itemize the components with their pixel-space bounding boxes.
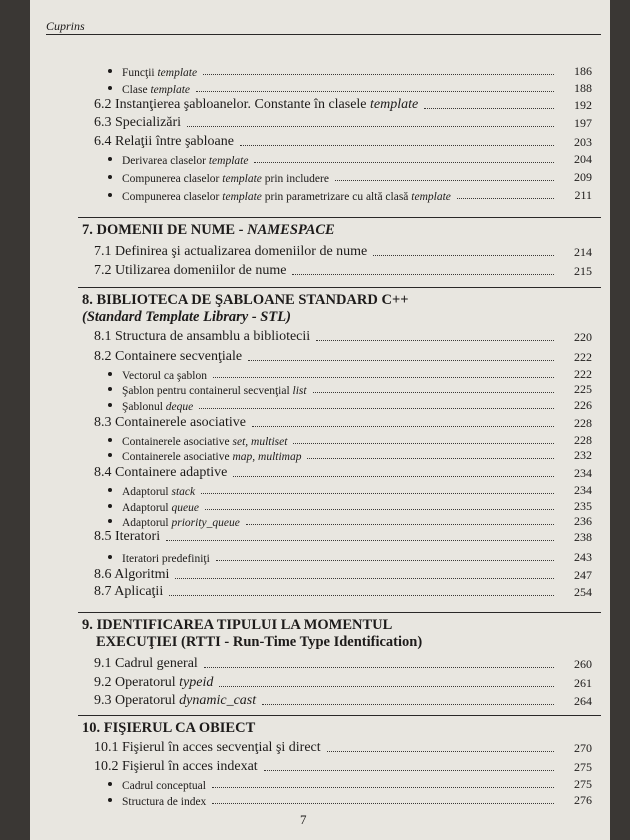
toc-entry-title <box>94 97 418 113</box>
toc-page-number: 232 <box>574 448 592 462</box>
dot-leader <box>219 685 554 687</box>
toc-page-number: 222 <box>574 367 592 381</box>
toc-entry <box>0 512 630 529</box>
toc-entry-label: Containerele asociative <box>122 436 233 448</box>
toc-entry-title <box>108 173 329 185</box>
toc-page-number: 228 <box>574 433 592 447</box>
toc-entry <box>0 96 630 113</box>
dot-leader <box>424 107 554 109</box>
toc-entry-title <box>94 263 286 279</box>
toc-entry-title <box>94 656 198 672</box>
toc-entry-label: 8.7 Aplicaţii <box>94 584 164 599</box>
dot-leader <box>252 425 554 427</box>
toc-page-number: 238 <box>574 530 592 544</box>
toc-page-number: 209 <box>574 170 592 184</box>
chapter-10-title: 10. FIŞIERUL CA OBIECT <box>82 720 256 736</box>
chapter-9-title-line1: 9. IDENTIFICAREA TIPULUI LA MOMENTUL <box>82 617 393 633</box>
toc-entry-title <box>108 155 248 167</box>
toc-entry <box>0 348 630 365</box>
toc-entry-title <box>108 796 206 808</box>
toc-entry-title <box>108 451 301 463</box>
toc-page-number: 236 <box>574 514 592 528</box>
dot-leader <box>204 666 554 668</box>
toc-entry-label: 8.6 Algoritmi <box>94 567 170 582</box>
dot-leader <box>212 802 554 804</box>
bullet-icon <box>108 504 112 508</box>
dot-leader <box>175 577 554 579</box>
chapter-7-title: 7. DOMENII DE NUME - NAMESPACE <box>82 222 335 238</box>
toc-entry-emphasis: template <box>222 191 262 203</box>
toc-entry <box>0 446 630 463</box>
dot-leader <box>335 179 554 181</box>
toc-entry-label: 6.3 Specializări <box>94 115 182 130</box>
dot-leader <box>213 376 554 378</box>
dot-leader <box>166 539 554 541</box>
toc-entry-label: 9.1 Cadrul general <box>94 656 198 671</box>
toc-entry-label: Funcţii <box>122 67 158 79</box>
toc-page-number: 247 <box>574 568 592 582</box>
toc-entry-title <box>108 84 190 96</box>
toc-entry <box>0 583 630 600</box>
toc-entry-label: 6.4 Relaţii între şabloane <box>94 134 234 149</box>
dot-leader <box>327 750 554 752</box>
toc-entry <box>0 114 630 131</box>
toc-entry-title <box>108 553 210 565</box>
toc-entry-title <box>94 415 246 431</box>
toc-page-number: 243 <box>574 550 592 564</box>
toc-page-number: 226 <box>574 398 592 412</box>
toc-entry <box>0 758 630 775</box>
chapter-9-title-line2: EXECUŢIEI (RTTI - Run-Time Type Identification) <box>96 634 423 650</box>
toc-entry <box>0 566 630 583</box>
toc-entry <box>0 150 630 167</box>
toc-page-number: 234 <box>574 466 592 480</box>
toc-entry-title <box>94 584 163 600</box>
toc-entry-title <box>94 349 242 365</box>
toc-entry-title <box>108 67 197 79</box>
toc-entry-emphasis: template <box>370 97 419 112</box>
toc-entry-title <box>108 401 193 413</box>
toc-entry-label: 8.2 Containere secvenţiale <box>94 349 243 364</box>
toc-page-number: 215 <box>574 264 592 278</box>
bullet-icon <box>108 782 112 786</box>
dot-leader <box>246 523 554 525</box>
toc-entry <box>0 548 630 565</box>
toc-entry-label: Derivarea claselor <box>122 155 209 167</box>
bullet-icon <box>108 555 112 559</box>
chapter-rule <box>78 612 601 613</box>
toc-entry-emphasis: template <box>411 191 451 203</box>
toc-entry-title <box>94 329 310 345</box>
toc-entry-label: Structura de index <box>122 796 207 808</box>
toc-entry-emphasis: map, multimap <box>232 451 302 463</box>
toc-entry-title <box>94 693 256 709</box>
toc-entry <box>0 481 630 498</box>
toc-entry <box>0 168 630 185</box>
toc-entry-title <box>108 191 451 203</box>
toc-page-number: 275 <box>574 777 592 791</box>
toc-entry-label: Cadrul conceptual <box>122 780 206 792</box>
toc-page-number: 276 <box>574 793 592 807</box>
toc-page-number: 211 <box>574 188 592 202</box>
toc-entry-suffix: prin parametrizare cu altă clasă <box>261 191 412 203</box>
toc-page-number: 197 <box>574 116 592 130</box>
dot-leader <box>187 125 554 127</box>
toc-entry-label: 10.1 Fişierul în acces secvenţial şi direct <box>94 740 321 755</box>
chapter-rule <box>78 287 601 288</box>
toc-entry-label: Şablon pentru containerul secvenţial <box>122 385 293 397</box>
toc-entry <box>0 243 630 260</box>
toc-entry-emphasis: list <box>292 385 307 397</box>
bullet-icon <box>108 69 112 73</box>
dot-leader <box>292 273 554 275</box>
toc-entry-emphasis: queue <box>171 502 199 514</box>
toc-entry <box>0 396 630 413</box>
toc-entry-label: 8.5 Iteratori <box>94 529 161 544</box>
bullet-icon <box>108 86 112 90</box>
toc-entry-emphasis: stack <box>171 486 196 498</box>
toc-entry-label: Vectorul ca şablon <box>122 370 207 382</box>
dot-leader <box>373 254 554 256</box>
toc-entry-label: Şablonul <box>122 401 166 413</box>
toc-entry-label: 7.1 Definirea şi actualizarea domeniilor de nume <box>94 244 368 259</box>
chapter-8-title: 8. BIBLIOTECA DE ŞABLOANE STANDARD C++ <box>82 292 409 308</box>
toc-entry-title <box>94 675 213 691</box>
toc-entry <box>0 328 630 345</box>
dot-leader <box>313 391 554 393</box>
toc-page-number: 225 <box>574 382 592 396</box>
toc-entry-label: Adaptorul <box>122 486 172 498</box>
bullet-icon <box>108 488 112 492</box>
toc-page-number: 186 <box>574 64 592 78</box>
chapter-rule <box>78 715 601 716</box>
dot-leader <box>169 594 554 596</box>
bullet-icon <box>108 387 112 391</box>
toc-entry <box>0 262 630 279</box>
toc-entry-label: 8.1 Structura de ansamblu a bibliotecii <box>94 329 311 344</box>
toc-entry <box>0 79 630 96</box>
toc-entry-title <box>94 115 181 131</box>
toc-page-number: 264 <box>574 694 592 708</box>
dot-leader <box>233 475 554 477</box>
bullet-icon <box>108 453 112 457</box>
dot-leader <box>264 769 554 771</box>
toc-entry <box>0 133 630 150</box>
bullet-icon <box>108 519 112 523</box>
dot-leader <box>212 786 554 788</box>
page-number: 7 <box>300 812 307 827</box>
toc-entry-label: 9.2 Operatorul <box>94 675 180 690</box>
toc-entry-title <box>94 244 367 260</box>
toc-page-number: 275 <box>574 760 592 774</box>
toc-page-number: 222 <box>574 350 592 364</box>
toc-entry-title <box>94 759 258 775</box>
toc-entry <box>0 414 630 431</box>
toc-page-number: 254 <box>574 585 592 599</box>
toc-entry-label: 6.2 Instanţierea şabloanelor. Constante în clasele <box>94 97 371 112</box>
toc-entry-title <box>94 134 234 150</box>
toc-page-number: 204 <box>574 152 592 166</box>
toc-entry-label: Containerele asociative <box>122 451 233 463</box>
toc-entry <box>0 674 630 691</box>
toc-entry-emphasis: set, multiset <box>232 436 288 448</box>
toc-entry-label: Adaptorul <box>122 502 172 514</box>
toc-entry <box>0 186 630 203</box>
toc-entry-label: 10.2 Fişierul în acces indexat <box>94 759 258 774</box>
toc-page-number: 261 <box>574 676 592 690</box>
toc-page-number: 260 <box>574 657 592 671</box>
header-title: Cuprins <box>46 19 85 33</box>
toc-entry <box>0 655 630 672</box>
toc-page-number: 214 <box>574 245 592 259</box>
toc-page-number: 228 <box>574 416 592 430</box>
toc-entry <box>0 464 630 481</box>
dot-leader <box>293 442 554 444</box>
toc-page-number: 234 <box>574 483 592 497</box>
toc-entry-title <box>94 740 321 756</box>
toc-entry <box>0 62 630 79</box>
dot-leader <box>262 703 554 705</box>
toc-entry <box>0 692 630 709</box>
dot-leader <box>248 359 554 361</box>
dot-leader <box>457 197 554 199</box>
toc-entry-title <box>94 465 227 481</box>
toc-page-number: 235 <box>574 499 592 513</box>
toc-page-number: 220 <box>574 330 592 344</box>
dot-leader <box>316 339 554 341</box>
toc-entry <box>0 380 630 397</box>
bullet-icon <box>108 372 112 376</box>
dot-leader <box>254 161 554 163</box>
toc-entry-label: 7.2 Utilizarea domeniilor de nume <box>94 263 287 278</box>
toc-entry-emphasis: template <box>208 155 249 167</box>
dot-leader <box>196 90 554 92</box>
dot-leader <box>307 457 554 459</box>
chapter-rule <box>78 217 601 218</box>
toc-entry-label: Compunerea claselor <box>122 191 223 203</box>
bullet-icon <box>108 193 112 197</box>
toc-entry-label: Clase <box>122 84 151 96</box>
toc-page-number: 192 <box>574 98 592 112</box>
toc-entry <box>0 739 630 756</box>
toc-entry-emphasis: template <box>157 67 198 79</box>
dot-leader <box>201 492 554 494</box>
toc-entry-label: Iteratori predefiniţi <box>122 553 210 565</box>
bullet-icon <box>108 175 112 179</box>
toc-entry-emphasis: priority_queue <box>171 517 240 529</box>
toc-entry-suffix: prin includere <box>261 173 329 185</box>
toc-entry-emphasis: typeid <box>179 675 214 690</box>
toc-entry-label: Adaptorul <box>122 517 172 529</box>
toc-entry-label: 8.3 Containerele asociative <box>94 415 246 430</box>
toc-entry-label: Compunerea claselor <box>122 173 223 185</box>
dot-leader <box>240 144 554 146</box>
dot-leader <box>199 407 554 409</box>
toc-entry-title <box>94 567 169 583</box>
toc-entry-label: 9.3 Operatorul <box>94 693 180 708</box>
toc-page-number: 188 <box>574 81 592 95</box>
bullet-icon <box>108 157 112 161</box>
toc-entry-emphasis: template <box>222 173 262 185</box>
dot-leader <box>203 73 554 75</box>
toc-entry-label: 8.4 Containere adaptive <box>94 465 228 480</box>
toc-entry-emphasis: deque <box>165 401 194 413</box>
dot-leader <box>205 508 554 510</box>
toc-entry <box>0 791 630 808</box>
toc-entry-title <box>94 529 160 545</box>
toc-page-number: 203 <box>574 135 592 149</box>
toc-entry <box>0 528 630 545</box>
bullet-icon <box>108 403 112 407</box>
bullet-icon <box>108 438 112 442</box>
bullet-icon <box>108 798 112 802</box>
chapter-8-subtitle: (Standard Template Library - STL) <box>82 309 291 325</box>
dot-leader <box>216 559 554 561</box>
toc-entry <box>0 775 630 792</box>
toc-entry-emphasis: dynamic_cast <box>179 693 257 708</box>
toc-page-number: 270 <box>574 741 592 755</box>
toc-entry-emphasis: template <box>150 84 191 96</box>
